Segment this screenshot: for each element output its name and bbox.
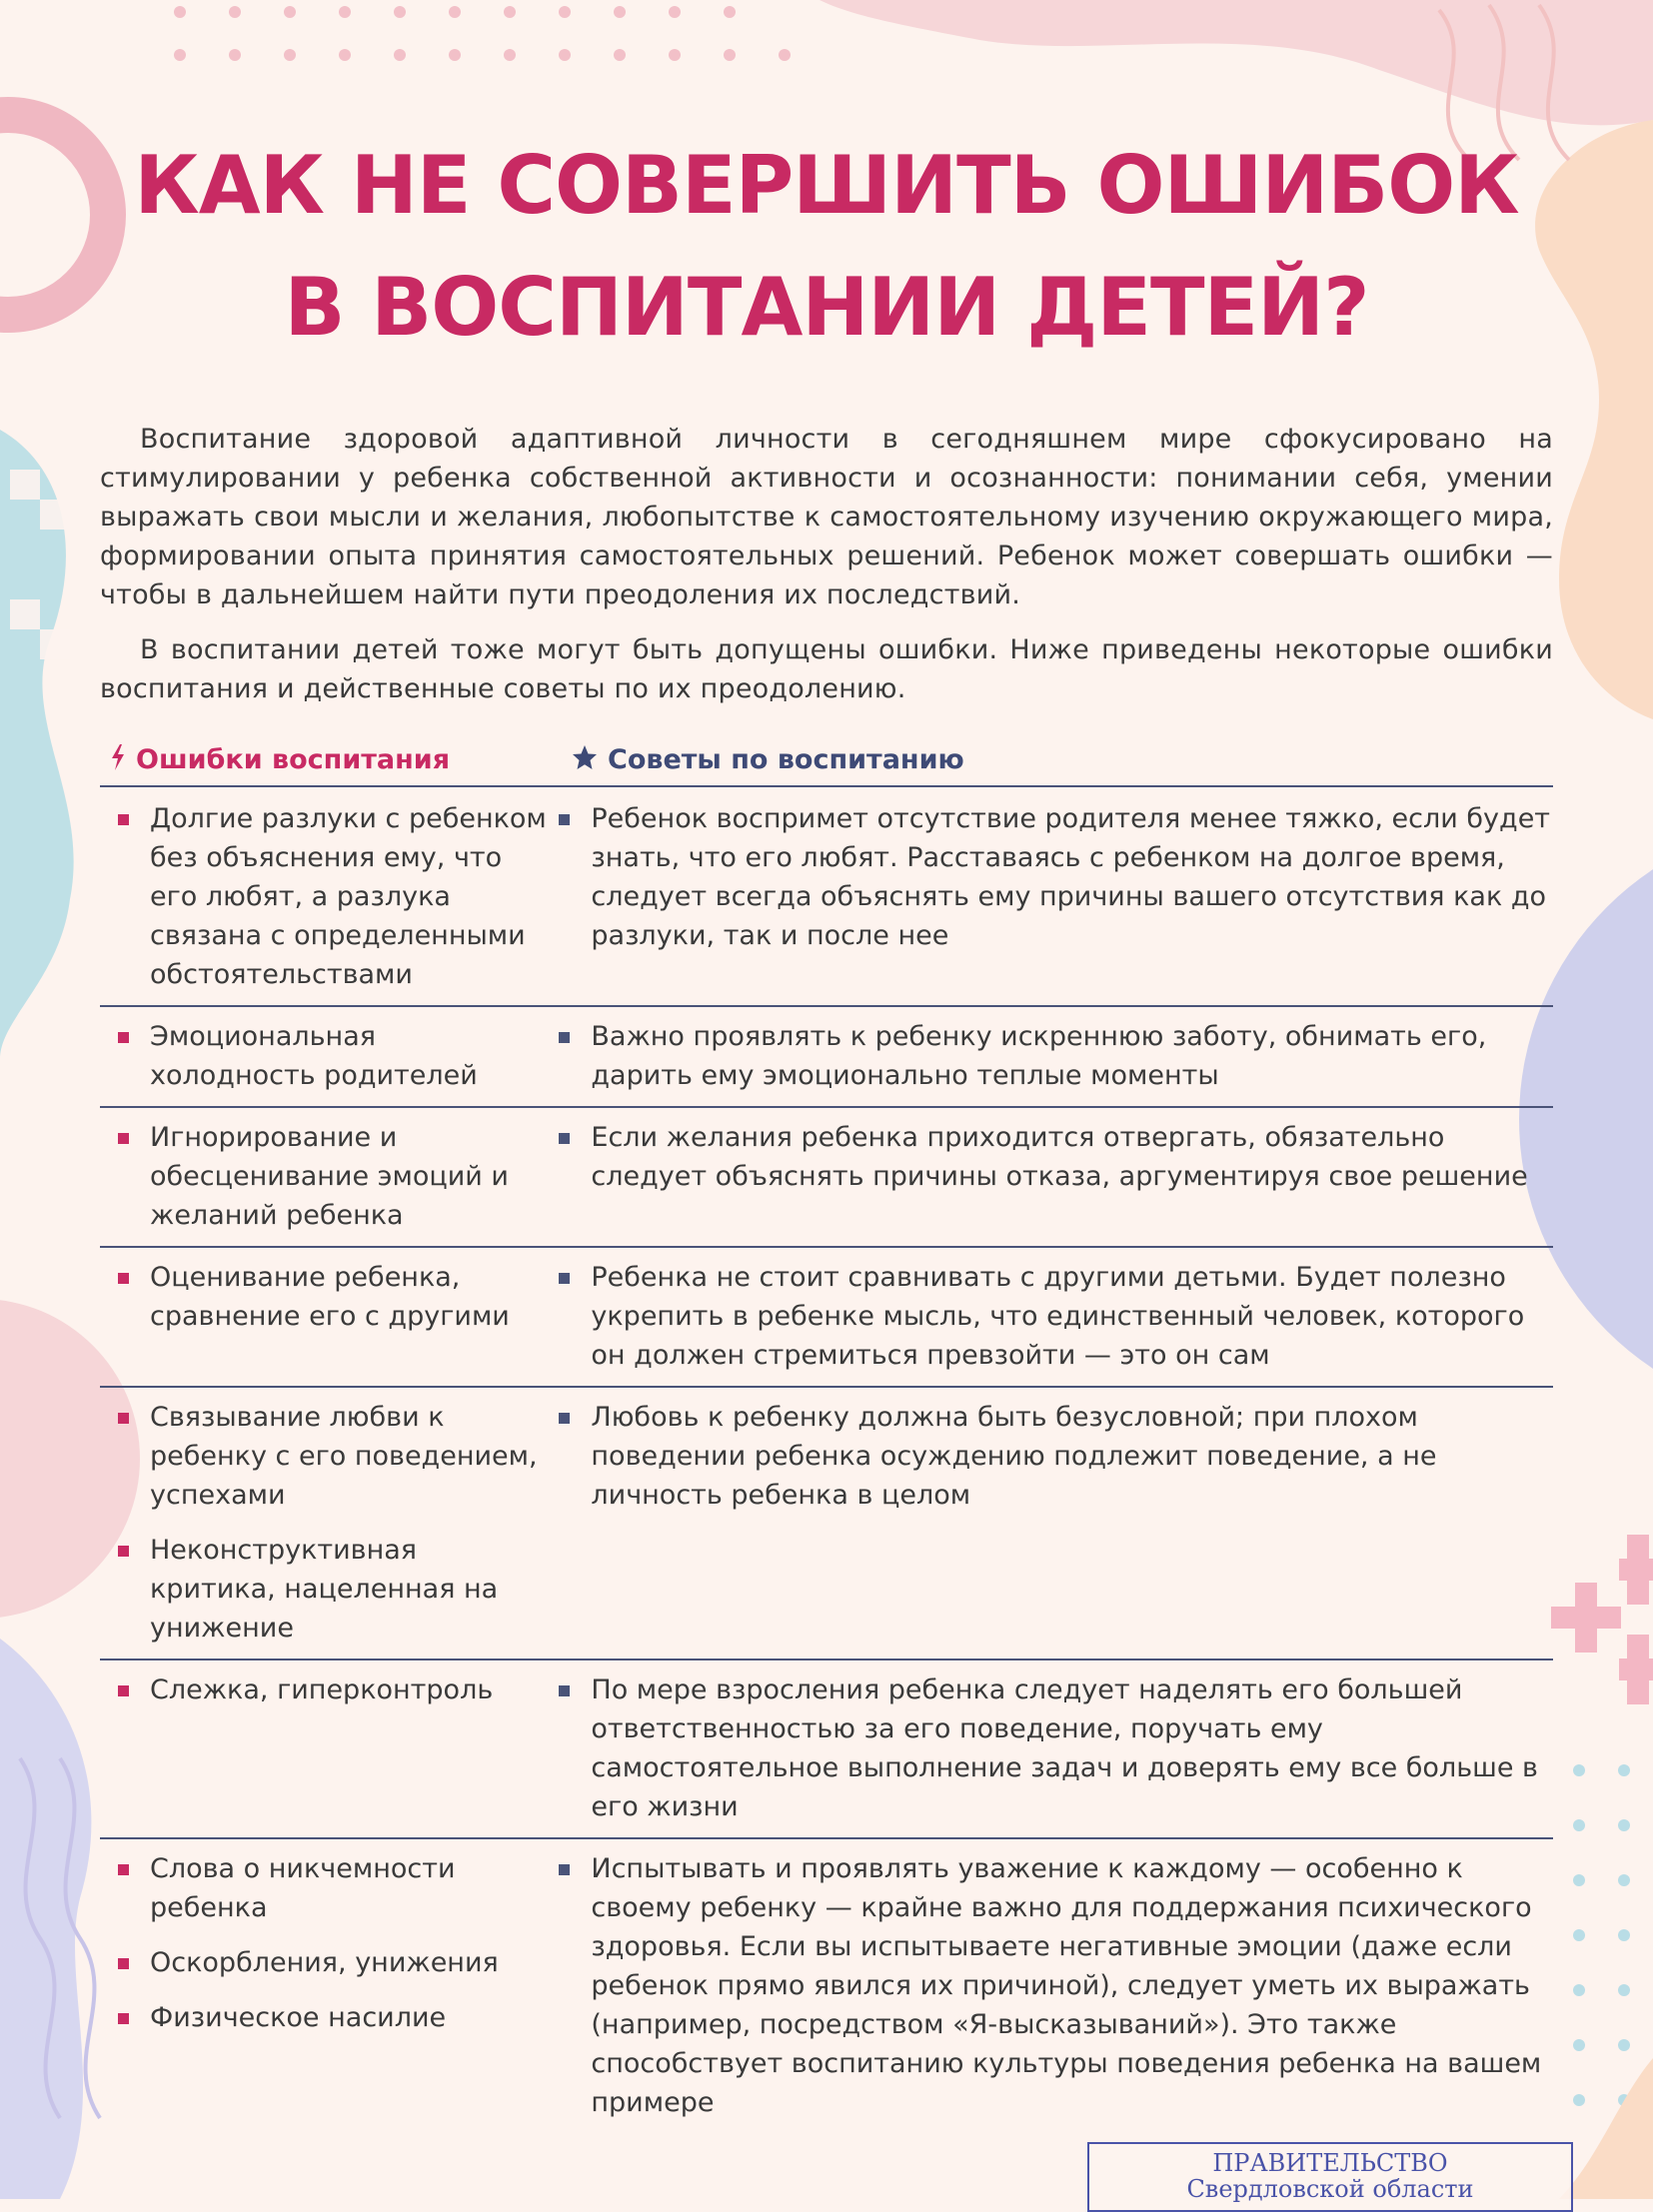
errors-column-label: Ошибки воспитания [136,744,451,775]
intro-text [100,420,1553,724]
advice-item [551,1118,1553,1196]
error-text: Физическое насилие [150,2002,447,2033]
square-bullet-icon [118,1546,129,1557]
error-text: Слежка, гиперконтроль [150,1674,494,1705]
square-bullet-icon [559,1685,570,1696]
table-row [100,1007,1553,1108]
error-item [110,1849,549,1927]
square-bullet-icon [118,1958,129,1969]
table-row [100,1839,1553,2133]
lightning-icon [110,744,126,770]
error-text: Игнорирование и обесценивание эмоций и желаний ребенка [150,1122,509,1231]
error-cell [100,1017,549,1095]
error-item [110,1998,549,2037]
error-text: Долгие разлуки с ребенком без объяснения ему, что его любят, а разлука связана с определенными обстоятельствами [150,803,547,990]
error-item [110,1118,549,1235]
error-item [110,1943,549,1982]
square-bullet-icon [118,1133,129,1144]
government-stamp [1087,2142,1573,2212]
error-cell [100,1258,549,1375]
square-bullet-icon [559,1864,570,1875]
error-item [110,799,549,994]
error-text: Слова о никчемности ребенка [150,1853,456,1923]
advice-text: Ребенка не стоит сравнивать с другими детьми. Будет полезно укрепить в ребенке мысль, что единственный человек, которого он должен стремиться превзойти — это он сам [591,1262,1525,1371]
advice-text: Если желания ребенка приходится отвергать, обязательно следует объяснять причины отказа, аргументируя свое решение [591,1122,1528,1192]
table-row [100,1108,1553,1248]
error-cell [100,1849,549,2122]
advice-cell [549,1258,1553,1375]
square-bullet-icon [118,1273,129,1284]
advice-item [551,1849,1553,2122]
square-bullet-icon [559,1133,570,1144]
error-cell [100,799,549,994]
advice-text: Важно проявлять к ребенку искреннюю заботу, обнимать его, дарить ему эмоционально теплые моменты [591,1021,1487,1091]
square-bullet-icon [559,1032,570,1043]
header-divider [100,785,1553,787]
error-item [110,1670,549,1709]
advice-text: Испытывать и проявлять уважение к каждому — особенно к своему ребенку — крайне важно для поддержания психического здоровья. Если вы испытываете негативные эмоции (даже если ребенок прямо явился их причиной), следует уметь их выражать (например, посредством «Я-высказываний»). Это также способствует воспитанию культуры поведения ребенка на вашем примере [591,1853,1542,2118]
error-text: Эмоциональная холодность родителей [150,1021,478,1091]
square-bullet-icon [559,1413,570,1424]
square-bullet-icon [559,814,570,825]
advice-column-label: Советы по воспитанию [608,744,964,775]
table-row [100,789,1553,1007]
errors-column-header [110,742,450,778]
error-item [110,1398,549,1515]
advice-text: Ребенок воспримет отсутствие родителя менее тяжко, если будет знать, что его любят. Расставаясь с ребенком на долгое время, следует всегда объяснять ему причины вашего отсутствия как до разлуки, так и после нее [591,803,1551,951]
advice-cell [549,1670,1553,1826]
square-bullet-icon [118,1864,129,1875]
error-item [110,1258,549,1336]
advice-cell [549,1849,1553,2122]
advice-text: По мере взросления ребенка следует наделять его большей ответственностью за его поведение, поручать ему самостоятельное выполнение задач и доверять ему все больше в его жизни [591,1674,1538,1822]
advice-cell [549,1017,1553,1095]
page-title [100,125,1553,369]
error-text: Оскорбления, унижения [150,1947,499,1978]
square-bullet-icon [559,1273,570,1284]
advice-cell [549,799,1553,994]
advice-item [551,799,1553,955]
error-cell [100,1118,549,1235]
stamp-line-1: ПРАВИТЕЛЬСТВО [1212,2149,1448,2177]
error-item [110,1017,549,1095]
advice-item [551,1258,1553,1375]
error-item [110,1531,549,1648]
square-bullet-icon [118,814,129,825]
advice-item [551,1017,1553,1095]
advice-item [551,1670,1553,1826]
error-cell [100,1670,549,1826]
square-bullet-icon [118,2013,129,2024]
table-row [100,1248,1553,1388]
mistakes-table [100,789,1553,2133]
error-text: Неконструктивная критика, нацеленная на унижение [150,1535,499,1644]
advice-item [551,1398,1553,1515]
error-cell [100,1398,549,1648]
stamp-line-2: Свердловской области [1186,2175,1474,2203]
intro-paragraph-2: В воспитании детей тоже могут быть допущены ошибки. Ниже приведены некоторые ошибки воспитания и действенные советы по их преодолению. [100,634,1553,704]
error-text: Связывание любви к ребенку с его поведением, успехами [150,1402,538,1511]
advice-column-header [572,742,964,778]
intro-paragraph-1: Воспитание здоровой адаптивной личности в сегодняшнем мире сфокусировано на стимулировании у ребенка собственной активности и осознанности: понимании себя, умении выражать свои мысли и желания, любопытстве к самостоятельному изучению окружающего мира, формировании опыта принятия самостоятельных решений. Ребенок может совершать ошибки — чтобы в дальнейшем найти пути преодоления их последствий. [100,424,1553,610]
advice-text: Любовь к ребенку должна быть безусловной; при плохом поведении ребенка осуждению подлежит поведение, а не личность ребенка в целом [591,1402,1437,1511]
table-row [100,1660,1553,1839]
title-line-1: КАК НЕ СОВЕРШИТЬ ОШИБОК [134,139,1519,232]
table-row [100,1388,1553,1660]
title-line-2: В ВОСПИТАНИИ ДЕТЕЙ? [284,261,1369,354]
square-bullet-icon [118,1685,129,1696]
advice-cell [549,1118,1553,1235]
square-bullet-icon [118,1413,129,1424]
error-text: Оценивание ребенка, сравнение его с другими [150,1262,510,1332]
advice-cell [549,1398,1553,1648]
square-bullet-icon [118,1032,129,1043]
star-icon [572,744,598,770]
